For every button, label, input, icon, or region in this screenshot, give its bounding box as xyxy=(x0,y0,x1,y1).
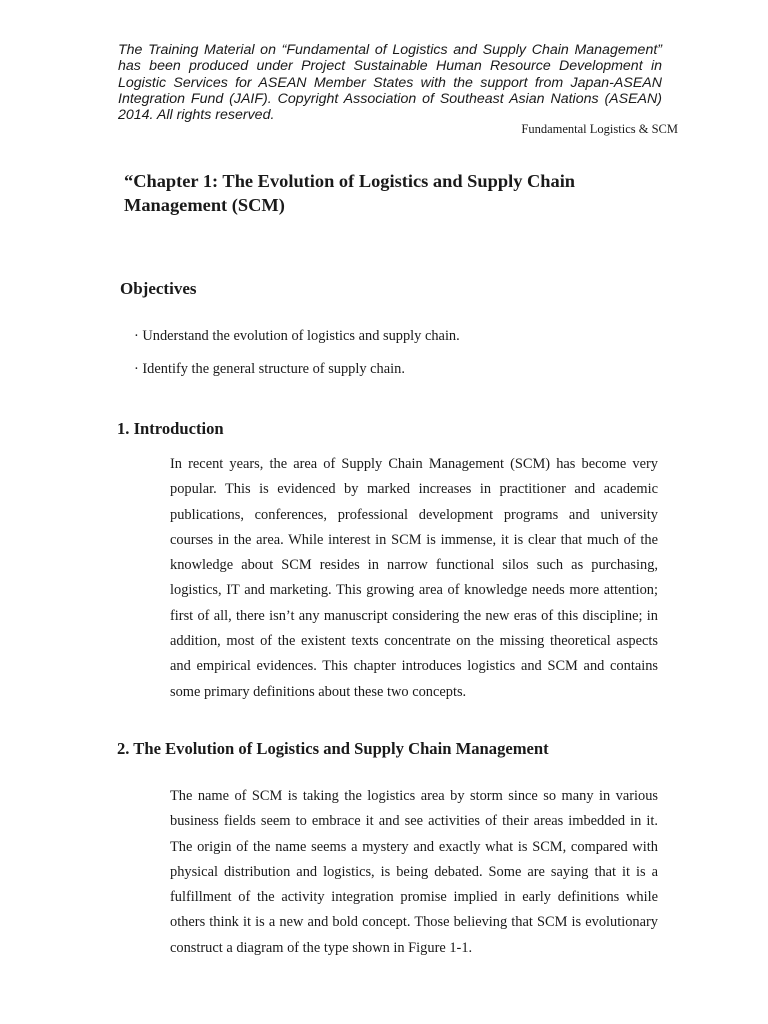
objective-item: · Identify the general structure of supply chain. xyxy=(134,359,460,392)
section-body-introduction: In recent years, the area of Supply Chain Management (SCM) has become very popular. This is evidenced by marked increases in practitioner and academic publications, conferences, professional development programs and university courses in the area. While interest in SCM is immense, it is clear that much of the knowledge about SCM resides in narrow functional silos such as purchasing, logistics, IT and marketing. This growing area of knowledge needs more attention; first of all, there isn’t any manuscript considering the new eras of this discipline; in addition, most of the existent texts concentrate on the missing theoretical aspects and empirical evidences. This chapter introduces logistics and SCM and contains some primary definitions about these two concepts. xyxy=(170,456,658,700)
section-body-evolution: The name of SCM is taking the logistics area by storm since so many in various business fields seem to embrace it and see activities of their areas imbedded in it. The origin of the name seems a mystery and exactly what is SCM, compared with physical distribution and logistics, is being debated. Some are saying that it is a fulfillment of the activity integration promise implied in early definitions while others think it is a new and bold concept. Those believing that SCM is evolutionary construct a diagram of the type shown in Figure 1-1. xyxy=(170,788,658,956)
objectives-heading: Objectives xyxy=(120,279,197,298)
copyright-notice: The Training Material on “Fundamental of Logistics and Supply Chain Management” has been produced under Project Sustainable Human Resource Development in Logistic Services for ASEAN Member States with the support from Japan-ASEAN Integration Fund (JAIF). Copyright Association of Southeast Asian Nations (ASEAN) 2014. All rights reserved. xyxy=(118,42,662,124)
section-heading-evolution: 2. The Evolution of Logistics and Supply Chain Management xyxy=(117,739,549,758)
objective-item: · Understand the evolution of logistics and supply chain. xyxy=(134,326,460,359)
running-header: Fundamental Logistics & SCM xyxy=(521,122,678,136)
objectives-list xyxy=(134,326,460,392)
chapter-title: “Chapter 1: The Evolution of Logistics and Supply Chain Management (SCM) xyxy=(124,171,576,215)
section-heading-introduction: 1. Introduction xyxy=(117,419,224,438)
